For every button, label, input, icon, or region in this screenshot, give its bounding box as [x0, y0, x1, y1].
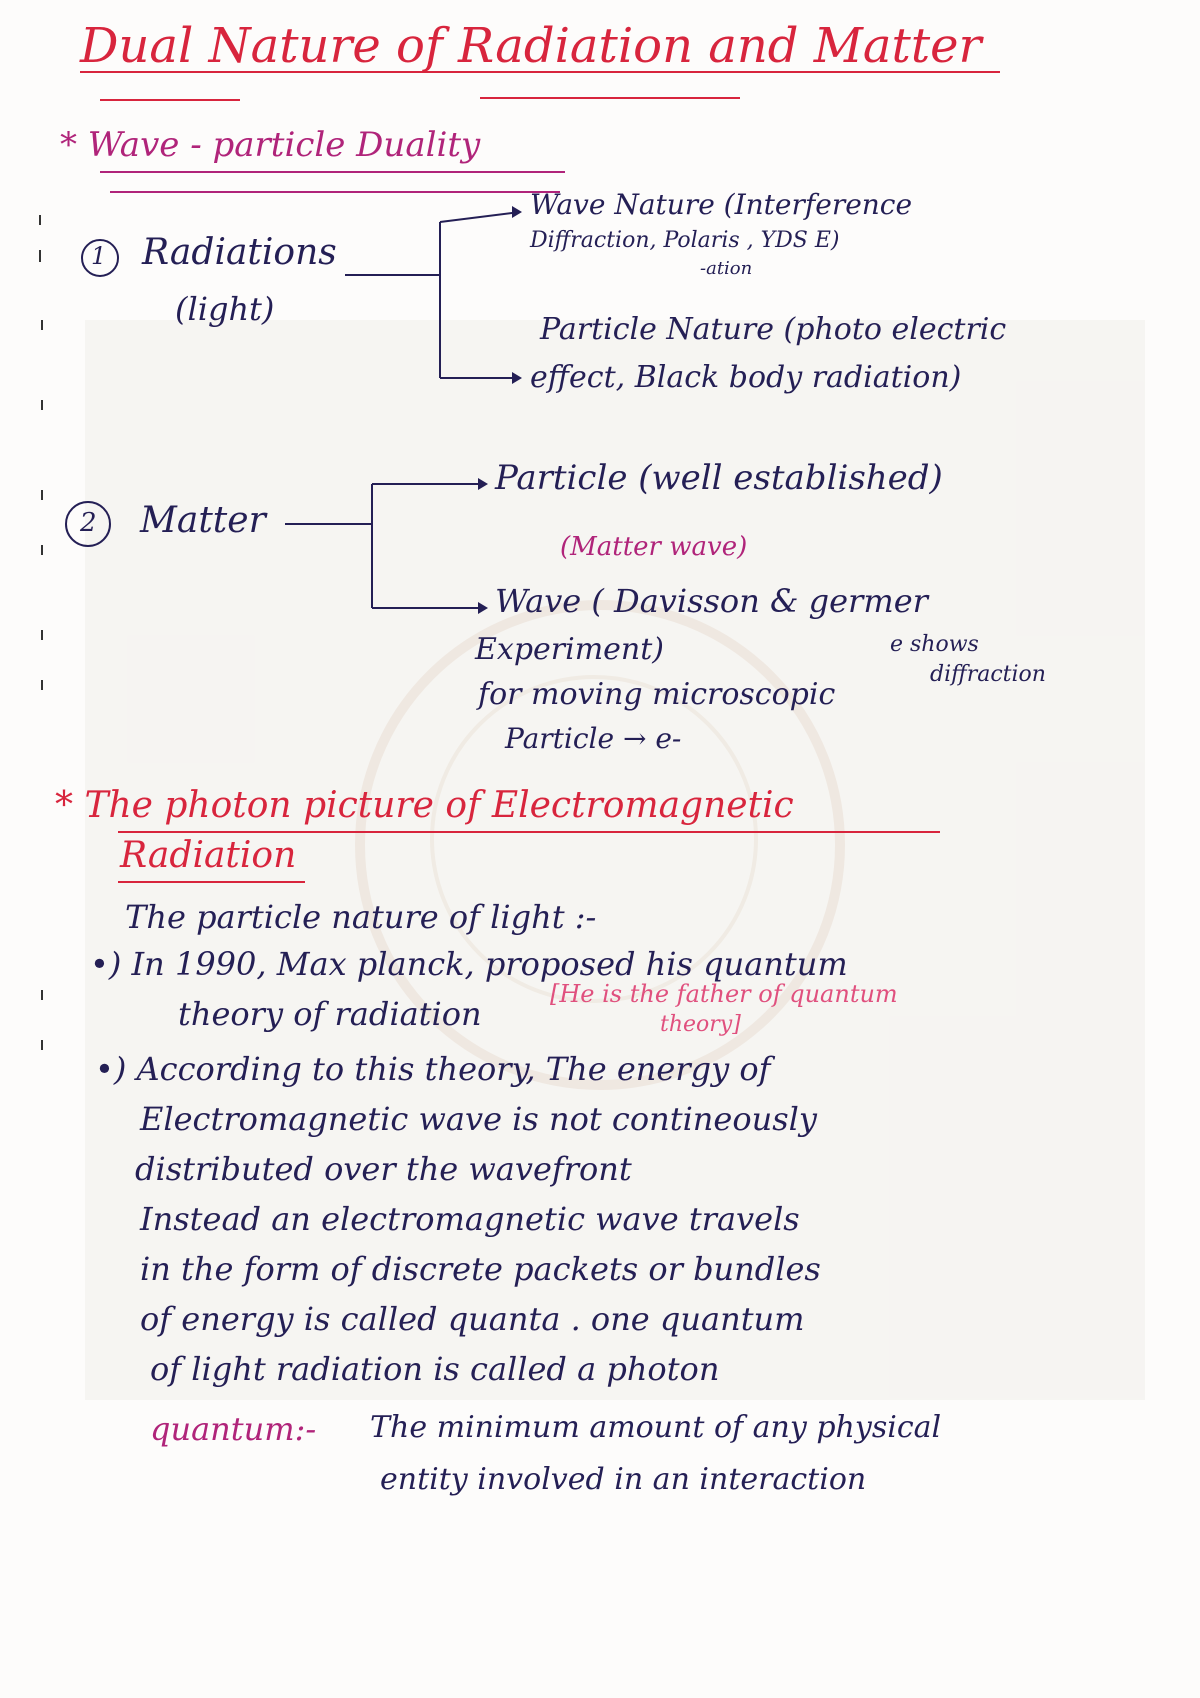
- para1-note2: theory]: [660, 1012, 741, 1037]
- particle-nature-line1: Particle Nature (photo electric: [540, 312, 1007, 347]
- quantum-def-line2: entity involved in an interaction: [380, 1462, 867, 1497]
- section-heading-photon-line2: Radiation: [120, 835, 297, 876]
- wave-nature-line2: Diffraction, Polaris , YDS E): [530, 228, 840, 253]
- item-number-2: 2: [80, 508, 97, 538]
- wave-nature-line1: Wave Nature (Interference: [530, 188, 913, 221]
- matter-wave-note1: e shows: [890, 632, 979, 657]
- para2-line4: Instead an electromagnetic wave travels: [140, 1200, 800, 1238]
- quantum-def-line1: The minimum amount of any physical: [370, 1410, 942, 1445]
- section-heading-photon: * The photon picture of Electromagnetic: [55, 785, 794, 826]
- para1-line2: theory of radiation: [178, 995, 482, 1033]
- para2-line7: of light radiation is called a photon: [150, 1350, 720, 1388]
- particle-nature-subheading: The particle nature of light :-: [125, 898, 597, 936]
- item-number-1: 1: [91, 242, 107, 270]
- para1-line1: •) In 1990, Max planck, proposed his quantum: [90, 945, 848, 983]
- light-label: (light): [175, 290, 275, 328]
- para2-line6: of energy is called quanta . one quantum: [140, 1300, 805, 1338]
- matter-wave-note2: diffraction: [930, 662, 1046, 687]
- matter-label: Matter: [140, 500, 266, 541]
- matter-wave-line3: for moving microscopic: [478, 677, 836, 712]
- para1-note1: [He is the father of quantum: [550, 980, 898, 1008]
- page-title: Dual Nature of Radiation and Matter: [80, 18, 982, 74]
- section-heading-duality: * Wave - particle Duality: [60, 125, 481, 165]
- matter-particle: Particle (well established): [495, 458, 943, 498]
- radiations-label: Radiations: [142, 232, 337, 273]
- matter-wave-note: (Matter wave): [560, 532, 748, 562]
- matter-wave-line1: Wave ( Davisson & germer: [495, 582, 928, 620]
- para2-line1: •) According to this theory, The energy of: [95, 1050, 771, 1088]
- para2-line3: distributed over the wavefront: [135, 1150, 632, 1188]
- particle-nature-line2: effect, Black body radiation): [530, 360, 962, 395]
- wave-nature-line3: -ation: [700, 258, 753, 279]
- matter-wave-line2: Experiment): [475, 632, 664, 667]
- para2-line5: in the form of discrete packets or bundles: [140, 1250, 821, 1288]
- quantum-label: quantum:-: [150, 1410, 317, 1448]
- matter-wave-line4: Particle → e-: [505, 722, 682, 755]
- para2-line2: Electromagnetic wave is not contineously: [140, 1100, 817, 1138]
